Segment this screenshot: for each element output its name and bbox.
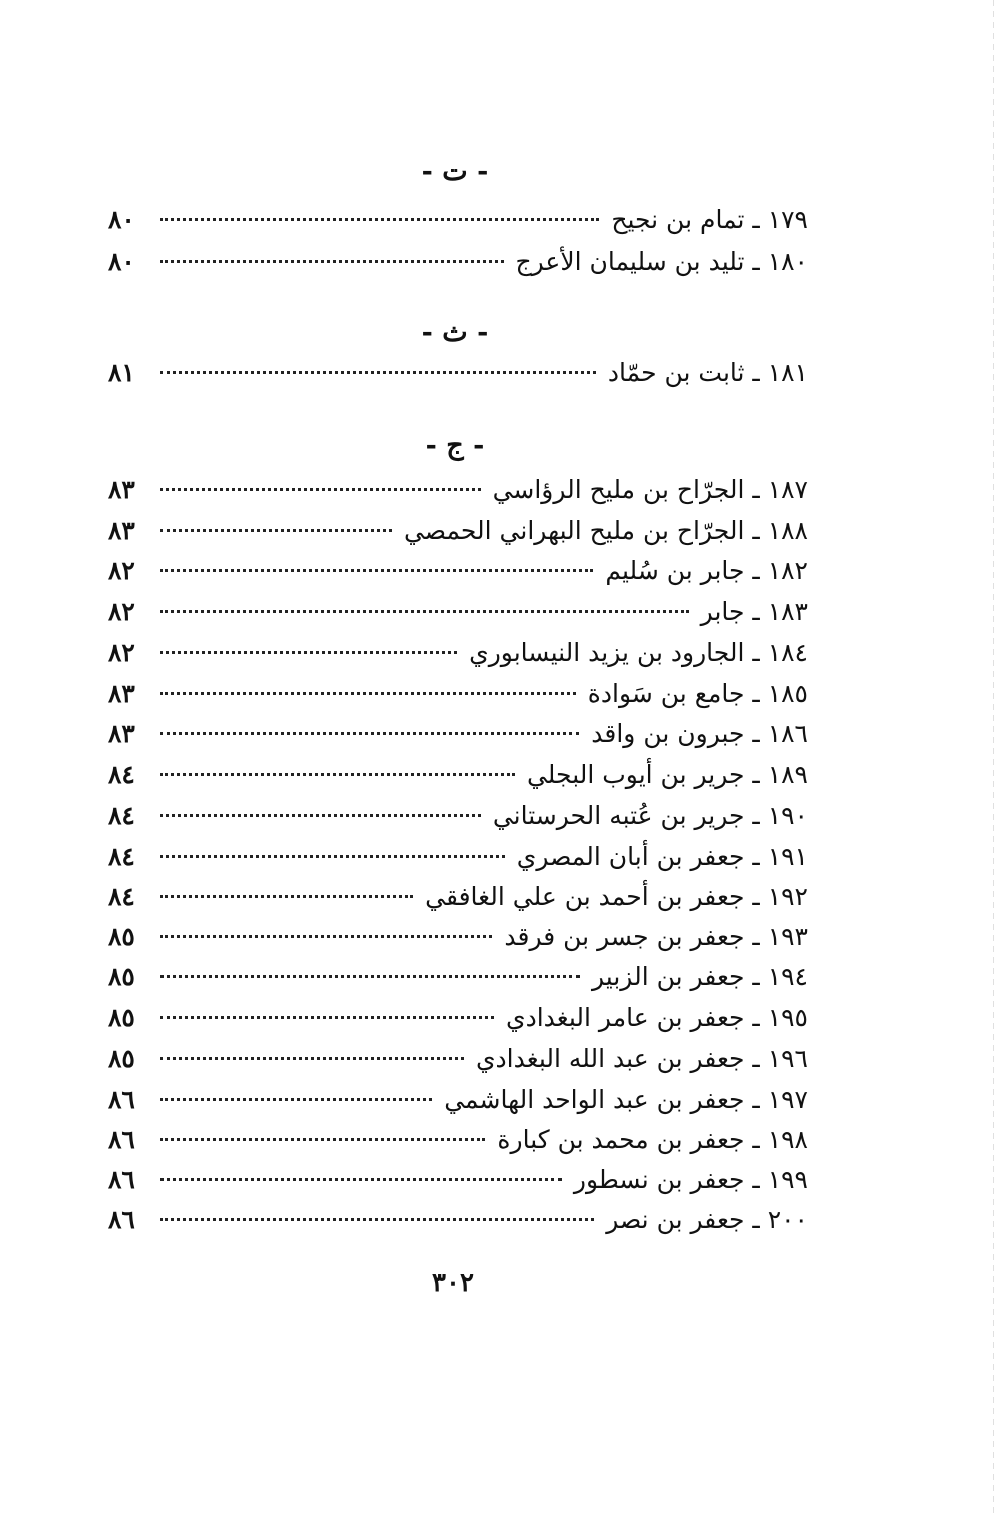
entry-name: ١٧٩ ـ تمام بن نجيح <box>611 205 808 234</box>
entry-name: ١٨٨ ـ الجرّاح بن مليح البهراني الحمصي <box>403 516 808 545</box>
entry-name: ٢٠٠ ـ جعفر بن نصر <box>606 1205 808 1234</box>
index-entry <box>108 920 808 954</box>
entry-name: ١٩٢ ـ جعفر بن أحمد بن علي الغافقي <box>425 882 808 911</box>
entry-name: ١٩٠ ـ جرير بن عُتبه الحرستاني <box>492 801 808 830</box>
entry-name: ١٨٠ ـ تليد بن سليمان الأعرج <box>515 247 808 276</box>
entry-page-ref: ٨٥ <box>108 922 135 951</box>
entry-page-ref: ٨٣ <box>108 516 135 545</box>
index-entry <box>108 840 808 874</box>
dotted-leader <box>160 1178 562 1181</box>
dotted-leader <box>160 895 413 898</box>
entry-page-ref: ٨٤ <box>108 842 135 871</box>
entry-name: ١٨٢ ـ جابر بن سُليم <box>605 556 808 585</box>
index-entry <box>108 514 808 548</box>
entry-name: ١٩٤ ـ جعفر بن الزبير <box>591 962 808 991</box>
index-entry <box>108 245 808 279</box>
dotted-leader <box>160 732 579 735</box>
page-number: ٣٠٢ <box>432 1268 474 1298</box>
index-entry <box>108 758 808 792</box>
entry-page-ref: ٨٤ <box>108 801 135 830</box>
dotted-leader <box>160 218 599 221</box>
entry-page-ref: ٨٦ <box>108 1205 135 1234</box>
index-entry <box>108 636 808 670</box>
entry-page-ref: ٨٤ <box>108 760 135 789</box>
dotted-leader <box>160 260 504 263</box>
entry-name: ١٨٦ ـ جبرون بن واقد <box>591 719 808 748</box>
index-entry <box>108 880 808 914</box>
entry-name: ١٨٩ ـ جرير بن أيوب البجلي <box>526 760 808 789</box>
entry-name: ١٨٣ ـ جابر <box>700 597 808 626</box>
entry-page-ref: ٨٣ <box>108 719 135 748</box>
entry-page-ref: ٨٣ <box>108 475 135 504</box>
dotted-leader <box>160 488 481 491</box>
dotted-leader <box>160 1057 464 1060</box>
entry-page-ref: ٨٣ <box>108 679 135 708</box>
entry-name: ١٩٩ ـ جعفر بن نسطور <box>573 1165 808 1194</box>
entry-page-ref: ٨٥ <box>108 962 135 991</box>
entry-name: ١٩٧ ـ جعفر بن عبد الواحد الهاشمي <box>444 1085 808 1114</box>
index-entry <box>108 203 808 237</box>
dotted-leader <box>160 1016 494 1019</box>
index-entry <box>108 356 808 390</box>
dotted-leader <box>160 1098 432 1101</box>
index-entry <box>108 960 808 994</box>
entry-page-ref: ٨٦ <box>108 1085 135 1114</box>
entry-page-ref: ٨٢ <box>108 597 135 626</box>
entry-page-ref: ٨٤ <box>108 882 135 911</box>
dotted-leader <box>160 569 593 572</box>
dotted-leader <box>160 975 580 978</box>
dotted-leader <box>160 1218 594 1221</box>
index-entry <box>108 1042 808 1076</box>
dotted-leader <box>160 814 481 817</box>
entry-name: ١٨٥ ـ جامع بن سَوادة <box>587 679 808 708</box>
index-entry <box>108 473 808 507</box>
dotted-leader <box>160 1138 485 1141</box>
index-entry <box>108 799 808 833</box>
section-heading-tha: - ث - <box>421 317 489 348</box>
entry-name: ١٩٨ ـ جعفر بن محمد بن كبارة <box>497 1125 808 1154</box>
dotted-leader <box>160 610 689 613</box>
entry-name: ١٩١ ـ جعفر بن أبان المصري <box>516 842 808 871</box>
entry-page-ref: ٨٠ <box>108 205 135 234</box>
index-entry <box>108 1001 808 1035</box>
entry-page-ref: ٨٦ <box>108 1125 135 1154</box>
section-heading-ta: - ت - <box>421 156 489 187</box>
entry-name: ١٨٤ ـ الجارود بن يزيد النيسابوري <box>469 638 808 667</box>
entry-page-ref: ٨٢ <box>108 556 135 585</box>
index-entry <box>108 1123 808 1157</box>
index-entry <box>108 1203 808 1237</box>
index-entry <box>108 1083 808 1117</box>
index-entry <box>108 1163 808 1197</box>
entry-name: ١٨١ ـ ثابت بن حمّاد <box>607 358 808 387</box>
index-entry <box>108 554 808 588</box>
entry-page-ref: ٨٢ <box>108 638 135 667</box>
entry-name: ١٨٧ ـ الجرّاح بن مليح الرؤاسي <box>492 475 808 504</box>
dotted-leader <box>160 935 492 938</box>
entry-page-ref: ٨١ <box>108 358 135 387</box>
entry-page-ref: ٨٠ <box>108 247 135 276</box>
section-heading-jim: - ج - <box>425 430 485 461</box>
dotted-leader <box>160 855 505 858</box>
dotted-leader <box>160 371 596 374</box>
dotted-leader <box>160 773 515 776</box>
entry-name: ١٩٥ ـ جعفر بن عامر البغدادي <box>506 1003 808 1032</box>
index-entry <box>108 717 808 751</box>
index-entry <box>108 595 808 629</box>
entry-page-ref: ٨٥ <box>108 1044 135 1073</box>
entry-page-ref: ٨٦ <box>108 1165 135 1194</box>
dotted-leader <box>160 529 392 532</box>
scan-edge-line <box>993 0 994 1517</box>
entry-name: ١٩٦ ـ جعفر بن عبد الله البغدادي <box>475 1044 808 1073</box>
dotted-leader <box>160 651 457 654</box>
entry-page-ref: ٨٥ <box>108 1003 135 1032</box>
entry-name: ١٩٣ ـ جعفر بن جسر بن فرقد <box>504 922 808 951</box>
dotted-leader <box>160 692 576 695</box>
index-entry <box>108 677 808 711</box>
